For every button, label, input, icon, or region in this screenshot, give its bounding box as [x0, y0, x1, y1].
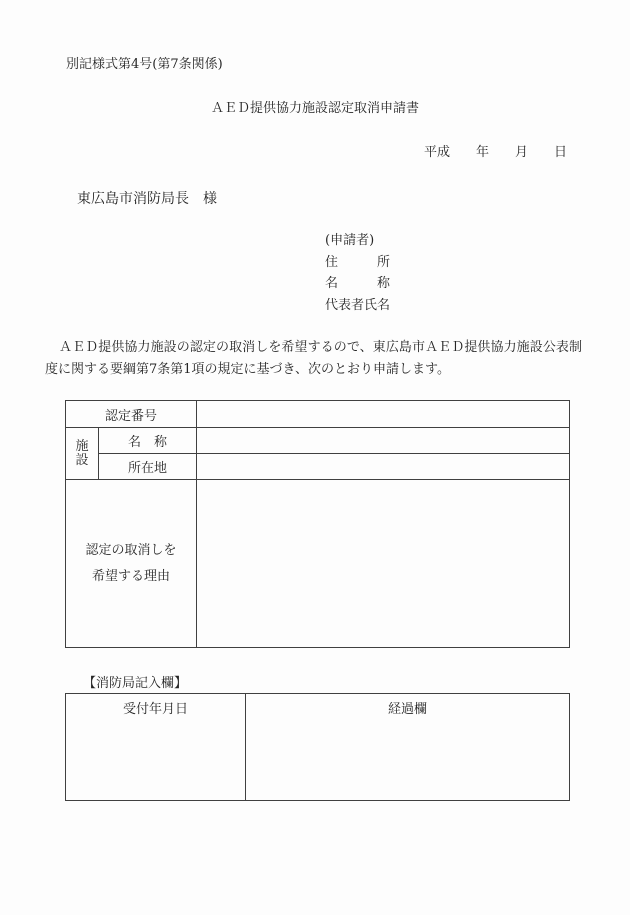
facility-name-label: 名 称 — [99, 428, 197, 454]
date-line: 平成 年 月 日 — [424, 145, 568, 160]
facility-group-cell — [66, 428, 99, 480]
progress-cell — [246, 694, 570, 801]
cancellation-reason-label-line1: 認定の取消しを — [85, 542, 177, 558]
table-row — [66, 454, 570, 480]
applicant-name-label: 名 称 — [325, 276, 391, 291]
received-date-cell — [66, 694, 246, 801]
body-paragraph: ＡＥＤ提供協力施設の認定の取消しを希望するので、東広島市ＡＥＤ提供協力施設公表制度に関する要綱第7条第1項の規定に基づき、次のとおり申請します。 — [45, 340, 582, 377]
cancellation-reason-value — [197, 480, 570, 648]
applicant-heading: (申請者) — [325, 233, 375, 248]
application-table — [65, 400, 570, 648]
fire-bureau-table — [65, 693, 570, 801]
applicant-address-label: 住 所 — [325, 254, 391, 270]
cert-number-value — [197, 401, 570, 428]
facility-address-value — [197, 454, 570, 480]
table-row — [66, 694, 570, 801]
cert-number-label: 認定番号 — [66, 401, 197, 428]
fire-bureau-section-heading: 【消防局記入欄】 — [83, 676, 188, 691]
applicant-representative-label: 代表者氏名 — [325, 297, 391, 313]
facility-address-label: 所在地 — [99, 454, 197, 480]
table-row — [66, 480, 570, 648]
facility-name-value — [197, 428, 570, 454]
table-row — [66, 428, 570, 454]
cancellation-reason-label — [66, 480, 197, 648]
form-number: 別記様式第4号(第7条関係) — [66, 57, 223, 72]
applicant-block — [325, 230, 390, 316]
page-title: ＡＥＤ提供協力施設認定取消申請書 — [210, 101, 419, 116]
addressee: 東広島市消防局長 様 — [77, 191, 217, 207]
facility-group-vertical-label: 施設 — [75, 438, 89, 468]
received-date-label: 受付年月日 — [122, 702, 188, 717]
progress-label: 経過欄 — [387, 702, 427, 717]
cancellation-reason-label-line2: 希望する理由 — [92, 568, 171, 584]
table-row — [66, 401, 570, 428]
